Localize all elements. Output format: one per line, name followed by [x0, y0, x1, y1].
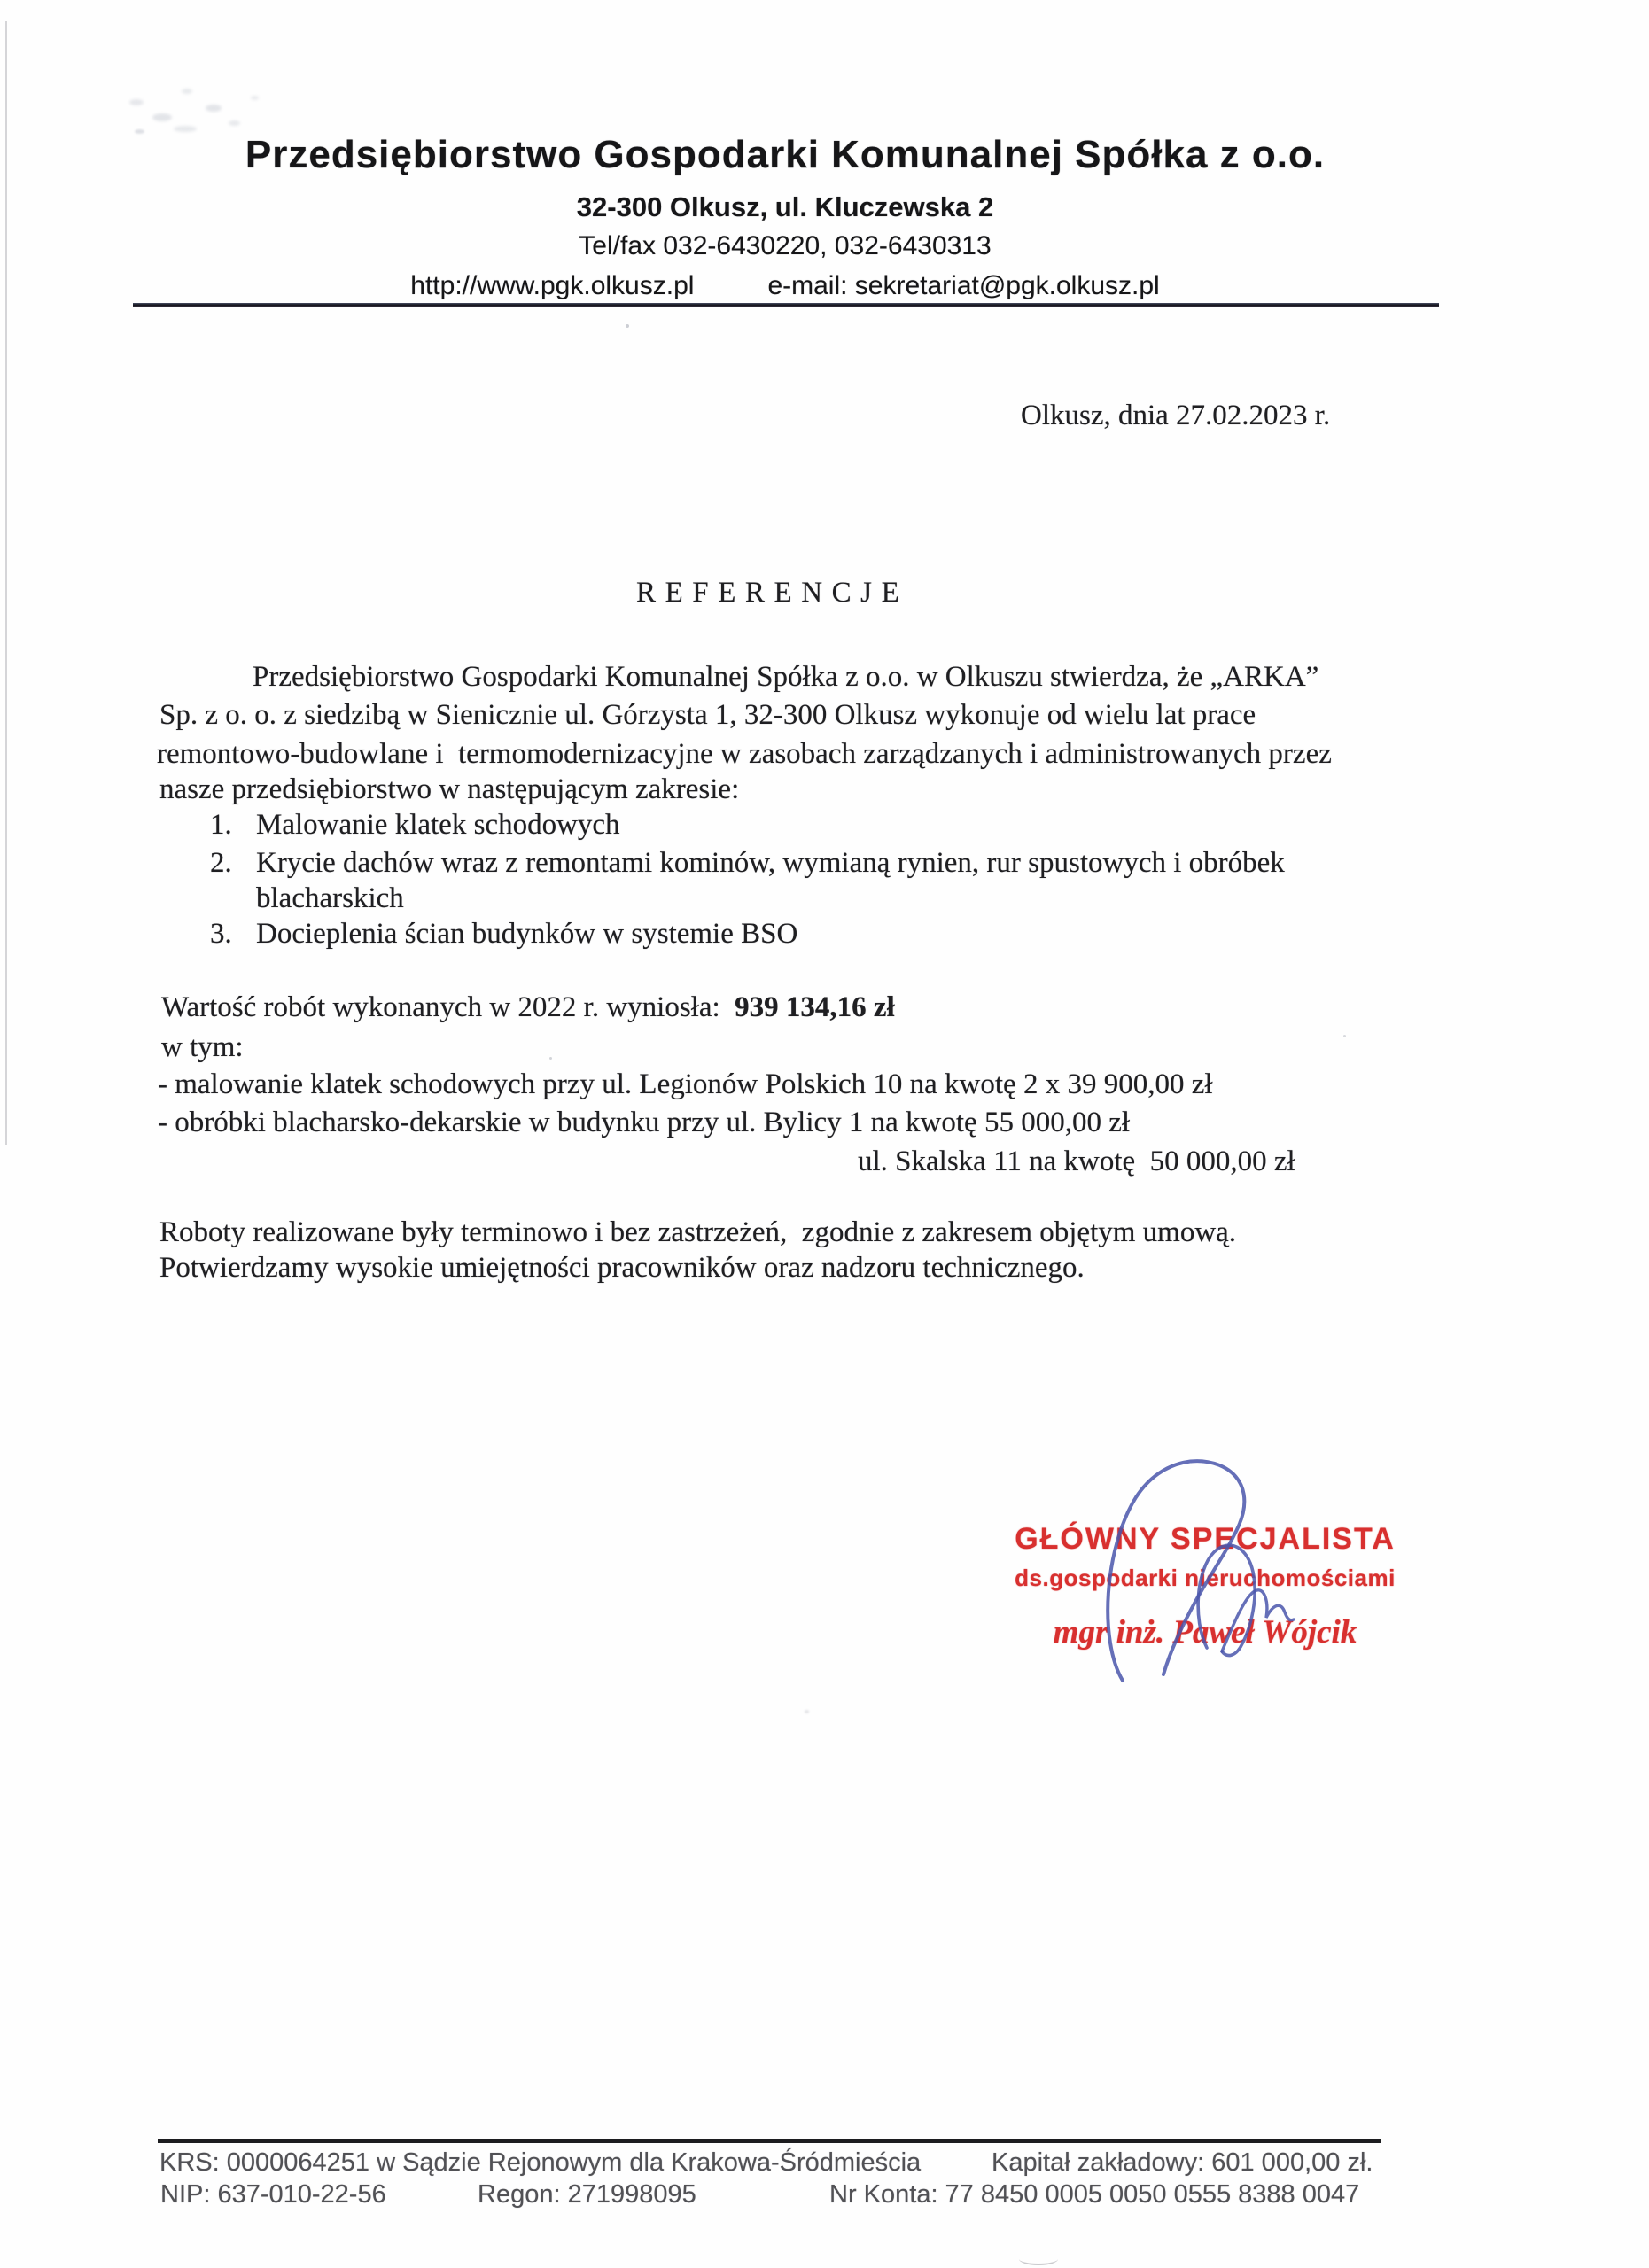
- company-telfax: Tel/fax 032-6430220, 032-6430313: [579, 231, 992, 260]
- scan-smudge: [182, 89, 192, 94]
- letterhead-rule: [133, 303, 1439, 307]
- footer-account: Nr Konta: 77 8450 0005 0050 0555 8388 0047: [829, 2180, 1360, 2209]
- list-item-continuation: blacharskich: [256, 882, 404, 914]
- document-title: REFERENCJE: [636, 577, 909, 609]
- scan-speck: [626, 324, 629, 328]
- scan-smudge: [129, 99, 144, 105]
- company-website: http://www.pgk.olkusz.pl: [410, 271, 695, 300]
- scan-smudge: [229, 120, 240, 126]
- scan-speck: [1343, 1035, 1346, 1037]
- list-item: [210, 915, 797, 953]
- detail-line: - obróbki blacharsko-dekarskie w budynku przy ul. Bylicy 1 na kwotę 55 000,00 zł: [158, 1107, 1131, 1138]
- company-address: 32-300 Olkusz, ul. Kluczewska 2: [576, 191, 994, 222]
- paragraph-line: nasze przedsiębiorstwo w następującym zakresie:: [159, 773, 740, 805]
- paragraph-line: Przedsiębiorstwo Gospodarki Komunalnej Spółka z o.o. w Olkuszu stwierdza, że „ARKA”: [253, 661, 1319, 693]
- in-that-label: w tym:: [161, 1031, 244, 1063]
- footer-krs: KRS: 0000064251 w Sądzie Rejonowym dla Krakowa-Śródmieścia: [159, 2148, 922, 2177]
- scan-smudge: [174, 126, 197, 132]
- official-stamp: [1001, 1522, 1409, 1651]
- scan-speck: [805, 1710, 809, 1713]
- closing-line: Potwierdzamy wysokie umiejętności pracowników oraz nadzoru technicznego.: [159, 1252, 1085, 1284]
- list-text: Docieplenia ścian budynków w systemie BSO: [256, 918, 798, 950]
- stamp-department: ds.gospodarki nieruchomościami: [1015, 1565, 1396, 1591]
- list-text: Krycie dachów wraz z remontami kominów, wymianą rynien, rur spustowych i obróbek: [256, 847, 1285, 879]
- scan-speck: [549, 1057, 552, 1060]
- works-value-label: Wartość robót wykonanych w 2022 r. wyniosła:: [161, 991, 735, 1023]
- scan-arc-mark: [1019, 2253, 1058, 2265]
- list-item: [210, 806, 620, 844]
- list-number: 2.: [210, 847, 232, 879]
- paragraph-line: Sp. z o. o. z siedzibą w Sienicznie ul. Górzysta 1, 32-300 Olkusz wykonuje od wielu lat prace: [159, 699, 1256, 731]
- paragraph-line: remontowo-budowlane i termomodernizacyjne w zasobach zarządzanych i administrowanych przez: [157, 738, 1332, 770]
- closing-line: Roboty realizowane były terminowo i bez zastrzeżeń, zgodnie z zakresem objętym umową.: [159, 1216, 1237, 1248]
- works-value-line: [161, 989, 895, 1027]
- footer-nip: NIP: 637-010-22-56: [160, 2180, 386, 2209]
- footer-capital: Kapitał zakładowy: 601 000,00 zł.: [992, 2148, 1373, 2177]
- footer-regon: Regon: 271998095: [478, 2180, 696, 2209]
- list-text: Malowanie klatek schodowych: [256, 809, 620, 841]
- company-name: Przedsiębiorstwo Gospodarki Komunalnej Spółka z o.o.: [245, 133, 1326, 176]
- list-number: 3.: [210, 918, 232, 950]
- works-value-amount: 939 134,16 zł: [735, 991, 895, 1023]
- letterhead: [0, 133, 1570, 301]
- stamp-position-title: GŁÓWNY SPECJALISTA: [1015, 1522, 1396, 1556]
- scan-smudge: [251, 96, 259, 100]
- footer-rule: [158, 2139, 1381, 2143]
- company-email: e-mail: sekretariat@pgk.olkusz.pl: [767, 271, 1160, 300]
- scan-smudge: [152, 113, 172, 121]
- list-item: [210, 844, 1285, 882]
- detail-line: - malowanie klatek schodowych przy ul. Legionów Polskich 10 na kwotę 2 x 39 900,00 zł: [158, 1068, 1213, 1100]
- company-web-email: [0, 271, 1570, 301]
- detail-line: ul. Skalska 11 na kwotę 50 000,00 zł: [858, 1146, 1295, 1177]
- date-line: Olkusz, dnia 27.02.2023 r.: [1021, 400, 1331, 431]
- stamp-signatory-name: mgr inż. Paweł Wójcik: [1053, 1614, 1357, 1651]
- list-number: 1.: [210, 809, 232, 841]
- scan-smudge: [206, 105, 222, 112]
